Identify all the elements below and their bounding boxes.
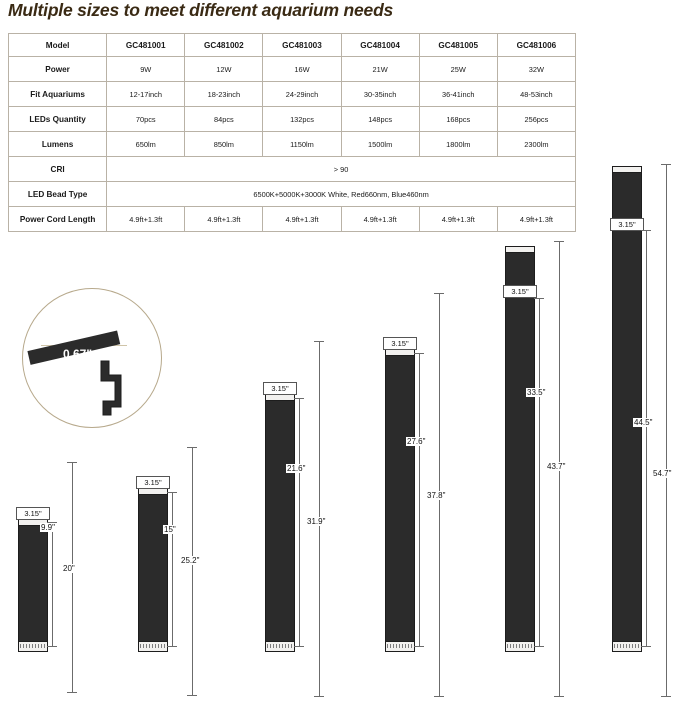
- table-cell: 2300lm: [497, 132, 575, 157]
- table-cell: 1800lm: [419, 132, 497, 157]
- fixture-2-outer-tick-top: [187, 447, 197, 448]
- fixture-6-outer-label: 54.7": [653, 469, 672, 478]
- bar-top-cap: [266, 395, 294, 401]
- table-cell: 4.9ft+1.3ft: [419, 207, 497, 232]
- fixture-4-inner-label: 27.6": [407, 437, 426, 446]
- row-label: Fit Aquariums: [9, 82, 107, 107]
- table-cell: 70pcs: [107, 107, 185, 132]
- bracket-detail-circle: [22, 288, 162, 428]
- table-cell: 850lm: [185, 132, 263, 157]
- fixture-1-width-label: 3.15": [16, 507, 50, 520]
- table-row: [9, 107, 576, 132]
- table-cell: 4.9ft+1.3ft: [185, 207, 263, 232]
- table-cell: 36-41inch: [419, 82, 497, 107]
- table-row: [9, 182, 576, 207]
- table-row: [9, 82, 576, 107]
- table-cell: 32W: [497, 57, 575, 82]
- fixture-2-outer-tick-bottom: [187, 695, 197, 696]
- fixture-6-outer-tick-top: [661, 164, 671, 165]
- bar-end-cap: [506, 641, 534, 651]
- fixture-4-outer-tick-top: [434, 293, 444, 294]
- fixture-2-outer-label: 25.2": [181, 556, 200, 565]
- fixture-3-outer-tick-bottom: [314, 696, 324, 697]
- table-header-cell: GC481001: [107, 34, 185, 57]
- fixture-1-outer-label: 20": [63, 564, 75, 573]
- table-cell: 148pcs: [341, 107, 419, 132]
- table-cell: 9W: [107, 57, 185, 82]
- fixture-2-width-label: 3.15": [136, 476, 170, 489]
- size-comparison-diagram: [0, 220, 679, 702]
- fixture-2-inner-tick-bottom: [167, 646, 177, 647]
- bar-top-cap: [613, 167, 641, 173]
- table-cell: 25W: [419, 57, 497, 82]
- fixture-5-inner-tick-top: [534, 298, 544, 299]
- fixture-2-inner-dim-line: [172, 492, 173, 646]
- row-label: CRI: [9, 157, 107, 182]
- fixture-1-inner-dim-line: [52, 522, 53, 646]
- mounting-bracket-icon: [97, 359, 127, 417]
- fixture-4-outer-tick-bottom: [434, 696, 444, 697]
- fixture-5-outer-tick-bottom: [554, 696, 564, 697]
- table-header-cell: GC481006: [497, 34, 575, 57]
- table-cell: 24-29inch: [263, 82, 341, 107]
- bar-end-cap: [19, 641, 47, 651]
- fixture-bar-5: [505, 246, 535, 652]
- fixture-6-inner-tick-bottom: [641, 646, 651, 647]
- fixture-6-outer-dim-line: [666, 164, 667, 696]
- table-header-cell: GC481002: [185, 34, 263, 57]
- fixture-bar-3: [265, 394, 295, 652]
- fixture-4-inner-tick-top: [414, 353, 424, 354]
- table-cell: 30-35inch: [341, 82, 419, 107]
- fixture-3-inner-dim-line: [299, 398, 300, 646]
- fixture-6-outer-tick-bottom: [661, 696, 671, 697]
- fixture-3-outer-tick-top: [314, 341, 324, 342]
- row-label: LED Bead Type: [9, 182, 107, 207]
- row-label: LEDs Quantity: [9, 107, 107, 132]
- table-row: [9, 132, 576, 157]
- fixture-3-width-label: 3.15": [263, 382, 297, 395]
- table-cell: 6500K+5000K+3000K White, Red660nm, Blue460nm: [107, 182, 576, 207]
- fixture-bar-6: [612, 166, 642, 652]
- fixture-2-inner-tick-top: [167, 492, 177, 493]
- table-header-cell: GC481003: [263, 34, 341, 57]
- fixture-5-width-label: 3.15": [503, 285, 537, 298]
- bar-end-cap: [139, 641, 167, 651]
- table-cell: 168pcs: [419, 107, 497, 132]
- table-cell: 4.9ft+1.3ft: [341, 207, 419, 232]
- table-cell: 12W: [185, 57, 263, 82]
- table-cell: 650lm: [107, 132, 185, 157]
- fixture-5-inner-tick-bottom: [534, 646, 544, 647]
- table-cell: 48-53inch: [497, 82, 575, 107]
- table-header-cell: GC481004: [341, 34, 419, 57]
- fixture-1-outer-tick-bottom: [67, 692, 77, 693]
- bar-end-cap: [266, 641, 294, 651]
- detail-thickness-label: 0.67": [63, 347, 93, 361]
- table-cell: 132pcs: [263, 107, 341, 132]
- row-label: Power: [9, 57, 107, 82]
- row-label: Power Cord Length: [9, 207, 107, 232]
- fixture-3-outer-label: 31.9": [307, 517, 326, 526]
- row-label: Lumens: [9, 132, 107, 157]
- fixture-1-inner-label: 9.9": [41, 523, 55, 532]
- table-cell: 4.9ft+1.3ft: [107, 207, 185, 232]
- specification-table: [8, 33, 576, 232]
- table-cell: 4.9ft+1.3ft: [263, 207, 341, 232]
- fixture-6-inner-tick-top: [641, 230, 651, 231]
- table-header-row: [9, 34, 576, 57]
- bar-top-cap: [386, 350, 414, 356]
- table-cell: 84pcs: [185, 107, 263, 132]
- fixture-6-inner-dim-line: [646, 230, 647, 646]
- fixture-2-outer-dim-line: [192, 447, 193, 695]
- bar-end-cap: [386, 641, 414, 651]
- table-cell: 12-17inch: [107, 82, 185, 107]
- fixture-bar-2: [138, 488, 168, 652]
- fixture-1-outer-dim-line: [72, 462, 73, 692]
- fixture-5-outer-label: 43.7": [547, 462, 566, 471]
- fixture-5-inner-label: 33.5": [527, 388, 546, 397]
- fixture-4-width-label: 3.15": [383, 337, 417, 350]
- table-cell: 1500lm: [341, 132, 419, 157]
- fixture-4-inner-dim-line: [419, 353, 420, 646]
- table-cell: 21W: [341, 57, 419, 82]
- table-row: [9, 157, 576, 182]
- bar-end-cap: [613, 641, 641, 651]
- fixture-3-inner-tick-bottom: [294, 646, 304, 647]
- fixture-3-inner-tick-top: [294, 398, 304, 399]
- table-cell: 256pcs: [497, 107, 575, 132]
- table-cell: 1150lm: [263, 132, 341, 157]
- fixture-5-outer-tick-top: [554, 241, 564, 242]
- table-row: [9, 207, 576, 232]
- fixture-3-inner-label: 21.6": [287, 464, 306, 473]
- table-header-cell: GC481005: [419, 34, 497, 57]
- fixture-6-width-label: 3.15": [610, 218, 644, 231]
- table-cell: > 90: [107, 157, 576, 182]
- fixture-bar-4: [385, 349, 415, 652]
- fixture-bar-1: [18, 519, 48, 652]
- page-title: Multiple sizes to meet different aquarium needs: [8, 0, 394, 20]
- table-cell: 18-23inch: [185, 82, 263, 107]
- bar-top-cap: [506, 247, 534, 253]
- fixture-5-inner-dim-line: [539, 298, 540, 646]
- bar-top-cap: [139, 489, 167, 495]
- fixture-1-inner-tick-bottom: [47, 646, 57, 647]
- fixture-2-inner-label: 15": [164, 525, 176, 534]
- fixture-4-inner-tick-bottom: [414, 646, 424, 647]
- fixture-4-outer-label: 37.8": [427, 491, 446, 500]
- table-row: [9, 57, 576, 82]
- table-header-cell: Model: [9, 34, 107, 57]
- fixture-6-inner-label: 44.5": [634, 418, 653, 427]
- fixture-1-outer-tick-top: [67, 462, 77, 463]
- table-cell: 16W: [263, 57, 341, 82]
- table-cell: 4.9ft+1.3ft: [497, 207, 575, 232]
